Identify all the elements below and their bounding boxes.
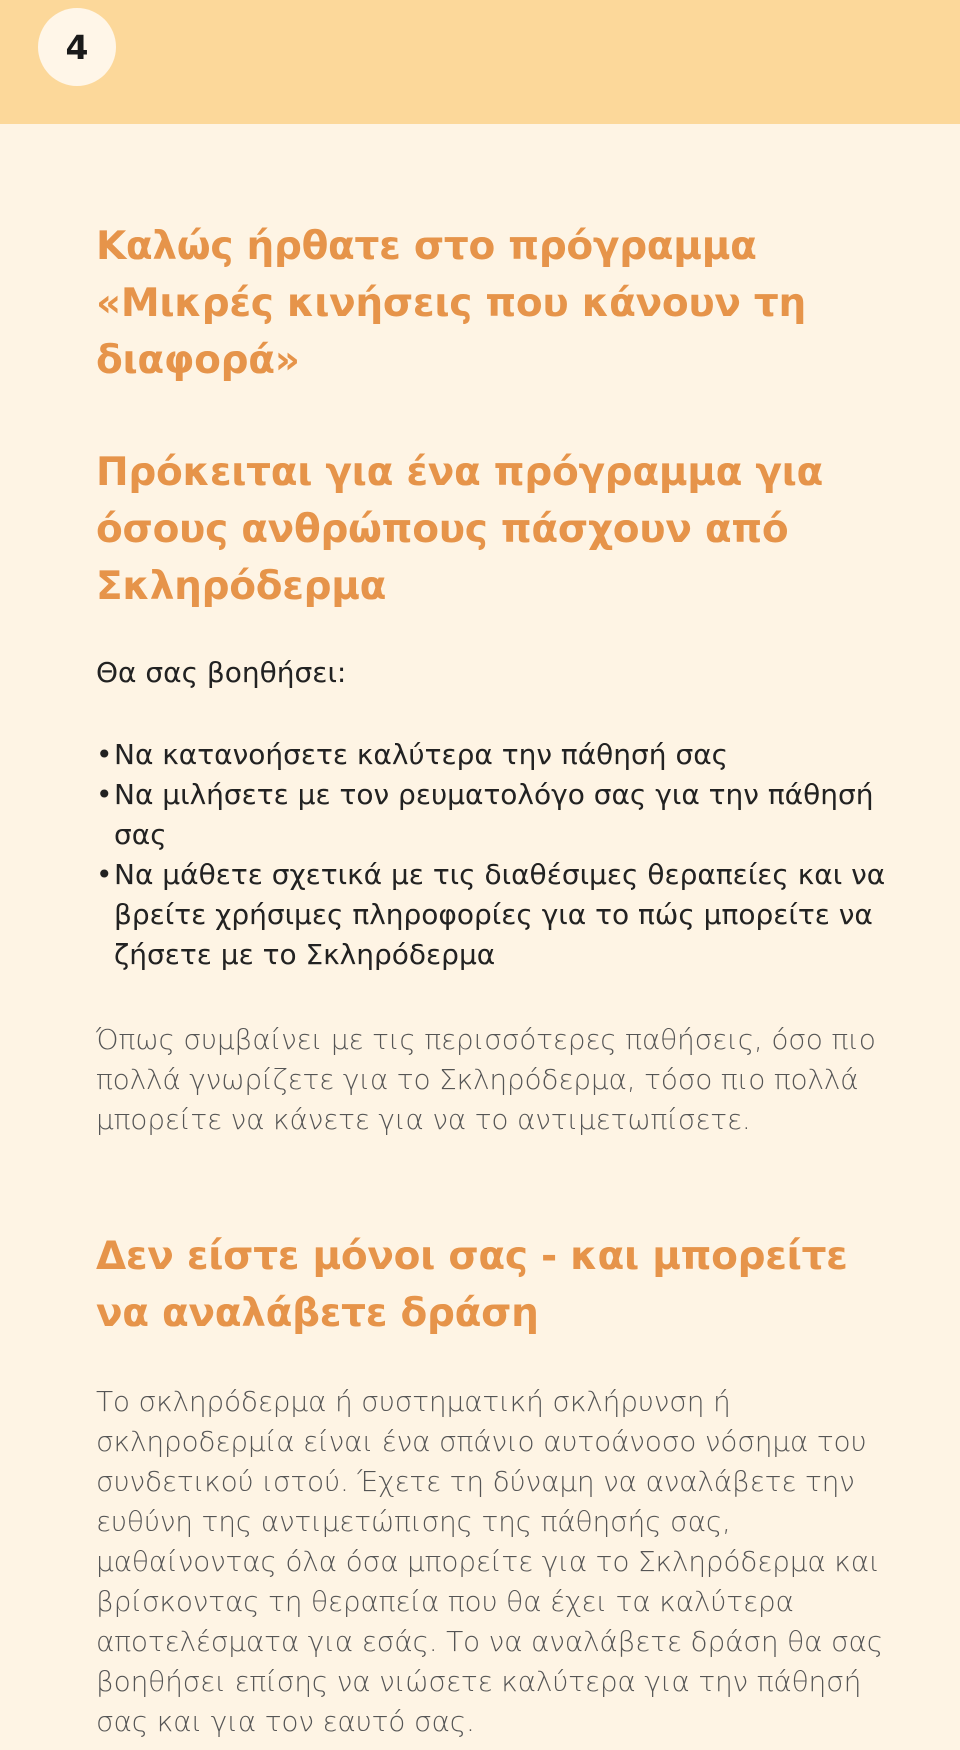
welcome-heading: Καλώς ήρθατε στο πρόγραμμα «Μικρές κινήσεις που κάνουν τη διαφορά» [96, 224, 806, 383]
list-item: • Να μιλήσετε με τον ρευματολόγο σας για την πάθησή σας [96, 775, 896, 855]
scleroderma-paragraph: Το σκληρόδερμα ή συστηματική σκλήρυνση ή σκληροδερμία είναι ένα σπάνιο αυτοάνοσο νόσημα του συνδετικού ιστού. Έχετε τη δύναμη να αναλάβετε την ευθύνη της αντιμετώπισης της πάθησής σας, μαθαίνοντας όλα όσα μπορείτε για το Σκληρόδερμα και βρίσκοντας τη θεραπεία που θα έχει τα καλύτερα αποτελέσματα για εσάς. Το να αναλάβετε δράση θα σας βοηθήσει επίσης να νιώσετε καλύτερα για την πάθησή σας και για τον εαυτό σας. [96, 1385, 884, 1738]
knowledge-paragraph: Όπως συμβαίνει με τις περισσότερες παθήσεις, όσο πιο πολλά γνωρίζετε για το Σκληρόδερμα, τόσο πιο πολλά μπορείτε να κάνετε για να το αντιμετωπίσετε. [96, 1023, 876, 1136]
header-band [0, 0, 960, 124]
page-content [96, 218, 896, 1742]
page-number-badge: 4 [38, 8, 116, 86]
list-item: • Να μάθετε σχετικά με τις διαθέσιμες θεραπείες και να βρείτε χρήσιμες πληροφορίες για το πώς μπορείτε να ζήσετε με το Σκληρόδερμα [96, 855, 896, 975]
list-item: • Να κατανοήσετε καλύτερα την πάθησή σας [96, 735, 896, 775]
intro-text: Θα σας βοηθήσει: [96, 656, 347, 689]
benefits-list [96, 735, 896, 975]
program-heading: Πρόκειται για ένα πρόγραμμα για όσους ανθρώπους πάσχουν από Σκληρόδερμα [96, 450, 824, 609]
not-alone-heading: Δεν είστε μόνοι σας - και μπορείτε να αναλάβετε δράση [96, 1234, 848, 1336]
